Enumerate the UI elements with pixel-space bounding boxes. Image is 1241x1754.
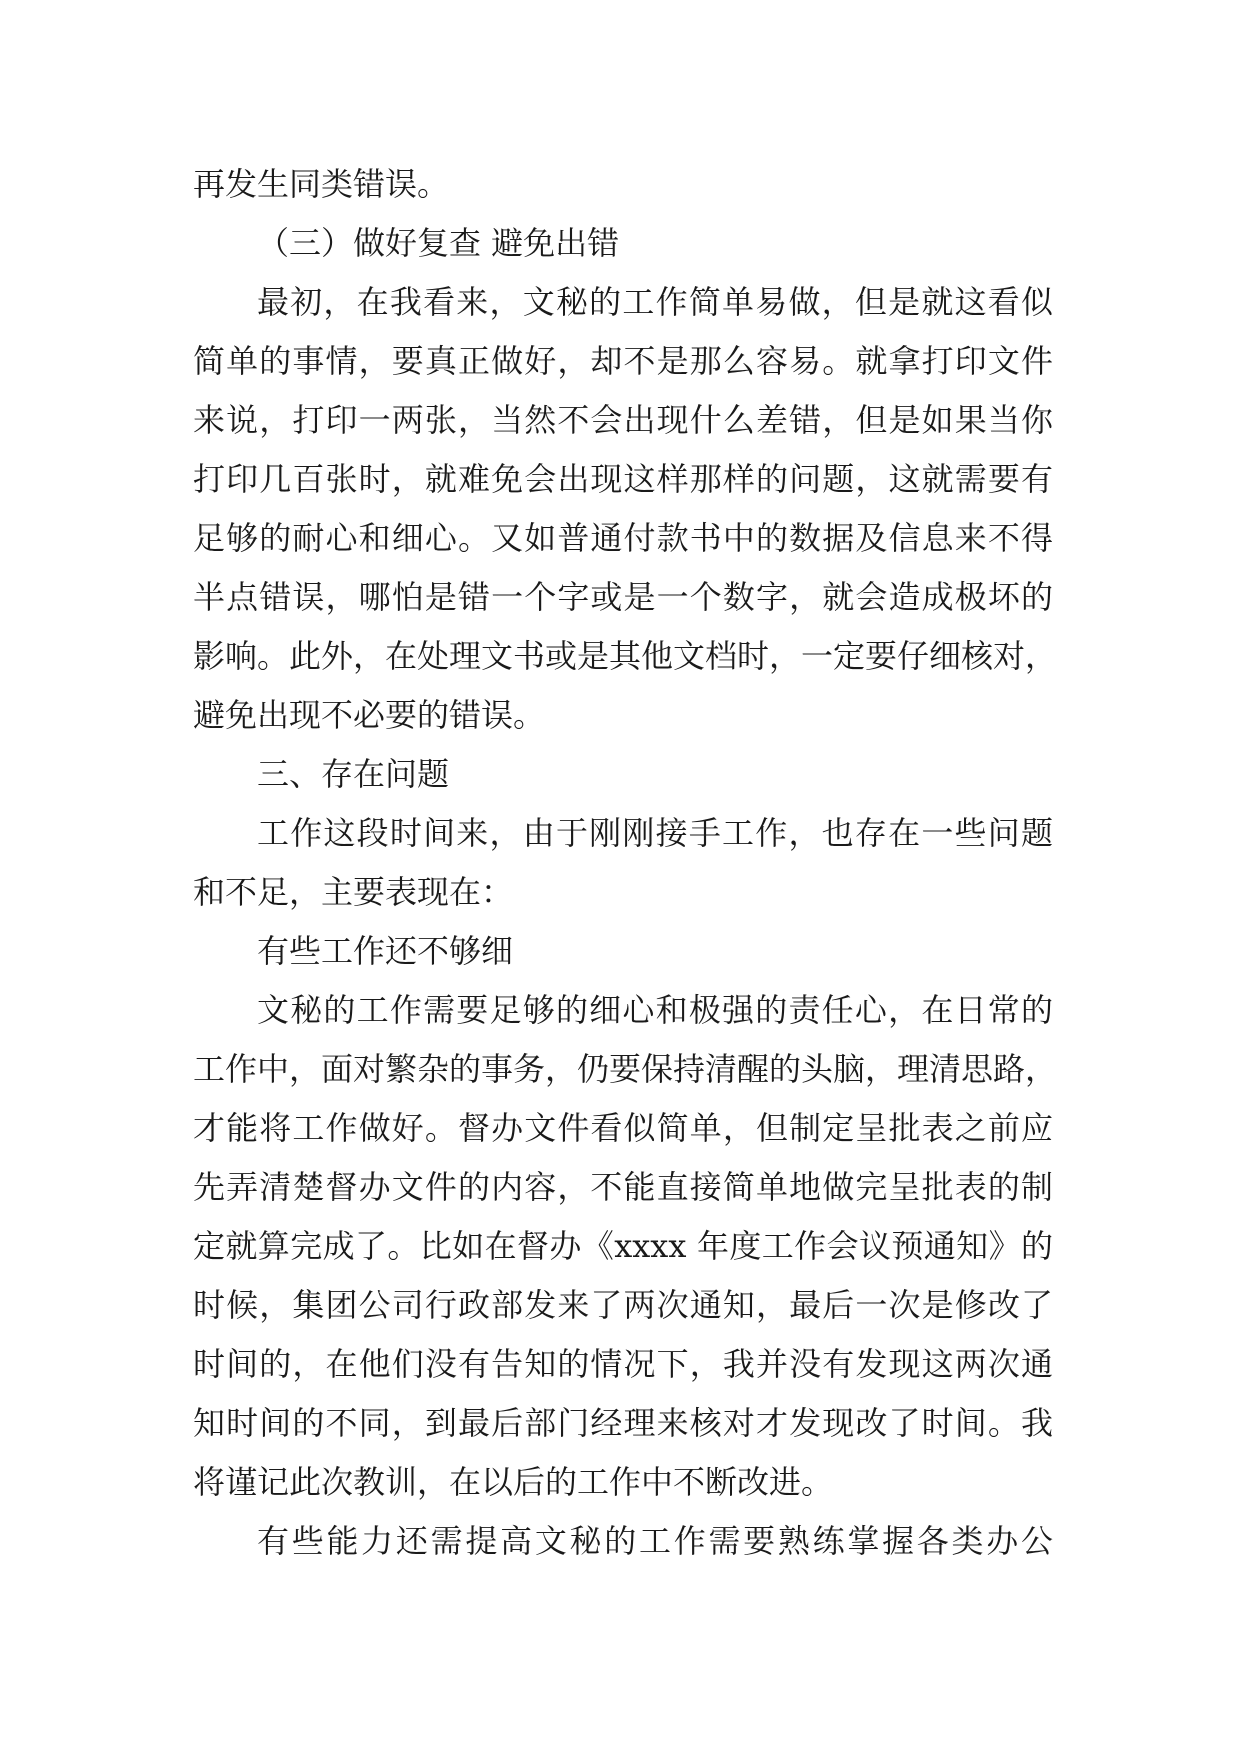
text-line: 时候，集团公司行政部发来了两次通知，最后一次是修改了 [193,1286,1053,1324]
subsection-heading: 有些工作还不够细 [257,932,514,970]
text-line: 文秘的工作需要足够的细心和极强的责任心，在日常的 [257,991,1053,1029]
text-line: 才能将工作做好。督办文件看似简单，但制定呈批表之前应 [193,1109,1053,1147]
text-line: 简单的事情，要真正做好，却不是那么容易。就拿打印文件 [193,342,1053,380]
text-line: 工作这段时间来，由于刚刚接手工作，也存在一些问题 [257,814,1053,852]
text-line: 工作中，面对繁杂的事务，仍要保持清醒的头脑，理清思路， [193,1050,1058,1088]
text-line: 再发生同类错误。 [193,165,450,203]
section-heading: 三、存在问题 [257,755,450,793]
text-line: 定就算完成了。比如在督办《xxxx 年度工作会议预通知》的 [193,1227,1053,1265]
text-line: 有些能力还需提高文秘的工作需要熟练掌握各类办公 [257,1522,1053,1560]
text-line: 最初，在我看来，文秘的工作简单易做，但是就这看似 [257,283,1053,321]
text-line: 半点错误，哪怕是错一个字或是一个数字，就会造成极坏的 [193,578,1053,616]
text-line: 影响。此外，在处理文书或是其他文档时，一定要仔细核对， [193,637,1058,675]
text-line: 打印几百张时，就难免会出现这样那样的问题，这就需要有 [193,460,1053,498]
text-line: 时间的，在他们没有告知的情况下，我并没有发现这两次通 [193,1345,1053,1383]
text-line: 知时间的不同，到最后部门经理来核对才发现改了时间。我 [193,1404,1053,1442]
text-line: 来说，打印一两张，当然不会出现什么差错，但是如果当你 [193,401,1053,439]
text-line: 将谨记此次教训，在以后的工作中不断改进。 [193,1463,834,1501]
text-line: 避免出现不必要的错误。 [193,696,546,734]
section-heading: （三）做好复查 避免出错 [257,224,620,262]
text-line: 先弄清楚督办文件的内容，不能直接简单地做完呈批表的制 [193,1168,1053,1206]
text-line: 足够的耐心和细心。又如普通付款书中的数据及信息来不得 [193,519,1053,557]
text-line: 和不足，主要表现在： [193,873,514,911]
